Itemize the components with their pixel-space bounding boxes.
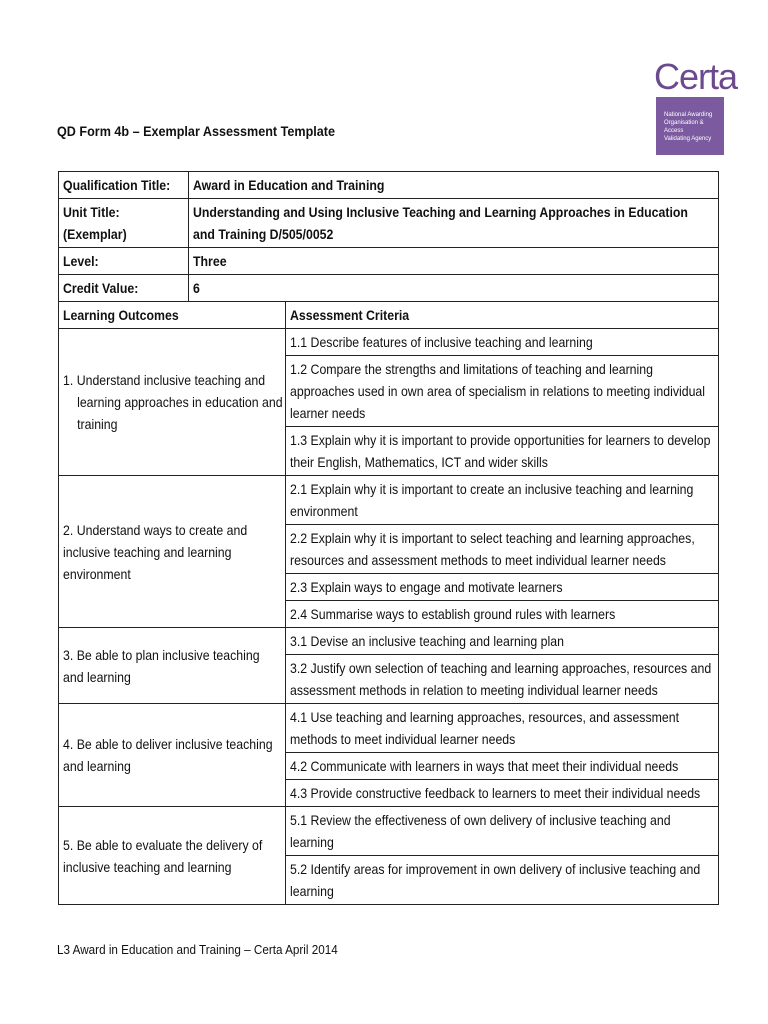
table-row: [59, 172, 719, 199]
credit-value-value: 6: [189, 275, 719, 302]
table-row: [59, 248, 719, 275]
table-row: [59, 807, 719, 856]
learning-outcome-1: 1. Understand inclusive teaching and learning approaches in education and training: [59, 329, 286, 476]
learning-outcome-2: 2. Understand ways to create and inclusive teaching and learning environment: [59, 476, 286, 628]
table-row: [59, 275, 719, 302]
criterion-2-1: 2.1 Explain why it is important to create an inclusive teaching and learning environment: [286, 476, 719, 525]
logo-tagline-line: National Awarding: [664, 112, 713, 118]
criterion-1-1: 1.1 Describe features of inclusive teaching and learning: [286, 329, 719, 356]
level-value: Three: [189, 248, 719, 275]
form-title: QD Form 4b – Exemplar Assessment Template: [57, 123, 336, 139]
table-row: [59, 329, 719, 356]
learning-outcome-3: 3. Be able to plan inclusive teaching and learning: [59, 628, 286, 704]
criterion-5-1: 5.1 Review the effectiveness of own delivery of inclusive teaching and learning: [286, 807, 719, 856]
table-header-row: [59, 302, 719, 329]
credit-value-label: Credit Value:: [59, 275, 189, 302]
qualification-title-value: Award in Education and Training: [189, 172, 719, 199]
criterion-1-2: 1.2 Compare the strengths and limitations of teaching and learning approaches used in own area of specialism in relations to meeting individual learner needs: [286, 356, 719, 427]
criterion-2-3: 2.3 Explain ways to engage and motivate learners: [286, 574, 719, 601]
criterion-2-2: 2.2 Explain why it is important to select teaching and learning approaches, resources and assessment methods to meet individual learner needs: [286, 525, 719, 574]
level-label: Level:: [59, 248, 189, 275]
table-row: [59, 199, 719, 248]
logo-tagline-line: Validating Agency: [664, 136, 712, 142]
unit-title-value: Understanding and Using Inclusive Teaching and Learning Approaches in Education and Training D/505/0052: [189, 199, 719, 248]
criterion-2-4: 2.4 Summarise ways to establish ground rules with learners: [286, 601, 719, 628]
table-row: [59, 476, 719, 525]
assessment-table: [58, 171, 719, 905]
criterion-4-3: 4.3 Provide constructive feedback to learners to meet their individual needs: [286, 780, 719, 807]
unit-title-label: Unit Title: (Exemplar): [59, 199, 189, 248]
criterion-4-1: 4.1 Use teaching and learning approaches, resources, and assessment methods to meet individual learner needs: [286, 704, 719, 753]
qualification-title-label: Qualification Title:: [59, 172, 189, 199]
criterion-3-2: 3.2 Justify own selection of teaching and learning approaches, resources and assessment methods in relation to meeting individual learner needs: [286, 655, 719, 704]
logo-tagline-line: Organisation & Access: [664, 120, 704, 134]
criterion-4-2: 4.2 Communicate with learners in ways that meet their individual needs: [286, 753, 719, 780]
certa-logo: [654, 56, 738, 155]
learning-outcome-4: 4. Be able to deliver inclusive teaching and learning: [59, 704, 286, 807]
criterion-3-1: 3.1 Devise an inclusive teaching and learning plan: [286, 628, 719, 655]
table-row: [59, 628, 719, 655]
page-footer: L3 Award in Education and Training – Certa April 2014: [57, 942, 338, 957]
logo-tagline-box: [656, 97, 724, 155]
table-row: [59, 704, 719, 753]
learning-outcomes-header: Learning Outcomes: [59, 302, 286, 329]
criterion-1-3: 1.3 Explain why it is important to provide opportunities for learners to develop their English, Mathematics, ICT and wider skills: [286, 427, 719, 476]
learning-outcome-5: 5. Be able to evaluate the delivery of inclusive teaching and learning: [59, 807, 286, 905]
logo-wordmark: Certa: [654, 56, 738, 97]
assessment-criteria-header: Assessment Criteria: [286, 302, 719, 329]
criterion-5-2: 5.2 Identify areas for improvement in own delivery of inclusive teaching and learning: [286, 856, 719, 905]
